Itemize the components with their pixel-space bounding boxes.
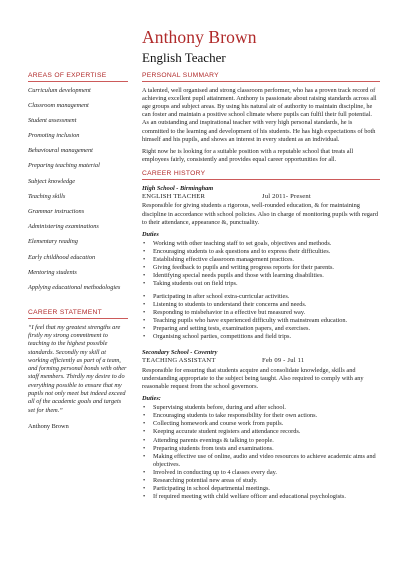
job-title-line — [142, 193, 380, 202]
job-entry — [142, 185, 380, 341]
expertise-item: Applying educational methodologies — [28, 283, 121, 291]
job-entry — [142, 349, 380, 501]
job-description: Responsible for ensuring that students acquire and consolidate knowledge, skills and understanding appropriate to the subject being taught. Also required to comply with any reasonable request from the school governors. — [142, 366, 364, 390]
job-title: ENGLISH TEACHER — [142, 192, 206, 200]
duty-item: • Taking students out on field trips. — [142, 280, 380, 288]
expertise-item: Student assessment — [28, 116, 77, 124]
duty-item: • Researching potential new areas of study. — [142, 477, 380, 485]
duty-item: • Participating in after school extra-curricular activities. — [142, 293, 380, 301]
expertise-item: Teaching skills — [28, 192, 66, 200]
candidate-name: Anthony Brown — [142, 27, 257, 47]
expertise-item: Preparing teaching material — [28, 162, 100, 170]
duty-item: • Responding to misbehavior in a effective but measured way. — [142, 309, 380, 317]
duty-item: • Making effective use of online, audio and video resources to achieve academic aims and objectives. — [142, 453, 380, 469]
duty-item: • Teaching pupils who have experienced difficulty with mainstream education. — [142, 317, 380, 325]
duty-item: • Attending parents evenings & talking to people. — [142, 437, 380, 445]
duty-item: • Working with other teaching staff to set goals, objectives and methods. — [142, 240, 380, 248]
left-column — [28, 72, 128, 430]
duty-item: • Involved in conducting up to 4 classes every day. — [142, 469, 380, 477]
summary-heading: PERSONAL SUMMARY — [142, 72, 380, 82]
job-employer: High School - Birmingham — [142, 184, 214, 192]
duty-item: • Establishing effective classroom management practices. — [142, 256, 380, 264]
expertise-item: Early childhood education — [28, 253, 96, 261]
duties-label: Duties — [142, 230, 159, 238]
duties-label: Duties: — [142, 395, 161, 403]
duty-item: • Encouraging students to ask questions and to express their difficulties. — [142, 248, 380, 256]
job-title-line — [142, 357, 380, 366]
job-dates: Jul 2011- Present — [262, 192, 311, 200]
duty-item: • Giving feedback to pupils and writing progress reports for their parents. — [142, 264, 380, 272]
job-title: TEACHING ASSISTANT — [142, 357, 216, 365]
expertise-list — [28, 87, 128, 292]
career-history-heading: CAREER HISTORY — [142, 170, 380, 180]
job-employer: Secondary School - Coventry — [142, 349, 218, 357]
candidate-role: English Teacher — [142, 50, 226, 65]
expertise-item: Administering examinations — [28, 223, 99, 231]
summary-paragraph-1: A talented, well organised and strong classroom performer, who has a proven track record of achieving excellent pupil attainment. Anthony is passionate about raising standards across all age groups and subject areas. By using his natural air of authority to maintain discipline, he can foster and maintain a positive school climate where pupils can fulfil their full potential. As an outstanding and inspirational teacher with very high personal standards, he is committed to the learning and development of his students. He has high expectations of both himself and his pupils, and shows an interest in every student as an individual. — [142, 86, 377, 143]
expertise-item: Curriculum development — [28, 86, 91, 94]
expertise-item: Behavioural management — [28, 147, 93, 155]
duty-item: • If required meeting with child welfare officer and educational psychologists. — [142, 493, 380, 501]
duty-item: • Supervising students before, during and after school. — [142, 404, 380, 412]
signature: Anthony Brown — [28, 422, 69, 430]
expertise-item: Mentoring students — [28, 268, 77, 276]
duty-item: • Preparing and setting tests, examination papers, and exercises. — [142, 325, 380, 333]
career-statement: “I feel that my greatest strengths are firstly my strong commitment to teaching to the highest possible standards. Secondly my skill at working efficiently as part of a team, and forming personal bonds with other staff members. Thirdly my desire to do everything possible to ensure that my pupils not only meet but indeed exceed all of the academic goals and targets set for them.” — [28, 323, 127, 414]
summary-paragraph-2: Right now he is looking for a suitable position with a reputable school that treats all employees fairly, consistently and provides equal career opportunities for all. — [142, 147, 354, 164]
duty-item: • Participating in school departmental meetings. — [142, 485, 380, 493]
right-column — [142, 72, 380, 501]
duty-item: • Preparing students from tests and examinations. — [142, 445, 380, 453]
expertise-item: Promoting inclusion — [28, 132, 80, 140]
duty-item: • Listening to students to understand their concerns and needs. — [142, 301, 380, 309]
duty-item: • Collecting homework and course work from pupils. — [142, 420, 380, 428]
duties-list — [142, 404, 380, 501]
job-description: Responsible for giving students a rigorous, well-rounded education, & for maintaining discipline in accordance with school policies. Also in charge of monitoring pupils with regard to their attendance, appearance &, punctuality. — [142, 202, 378, 226]
career-statement-heading: CAREER STATEMENT — [28, 309, 128, 319]
expertise-item: Elementary reading — [28, 238, 78, 246]
expertise-heading: AREAS OF EXPERTISE — [28, 72, 128, 82]
duty-item: • Keeping accurate student registers and attendance records. — [142, 428, 380, 436]
duties-list — [142, 293, 380, 342]
duty-item: • Organising school parties, competitions and field trips. — [142, 333, 380, 341]
duties-list — [142, 240, 380, 289]
job-dates: Feb 09 - Jul 11 — [262, 357, 305, 365]
expertise-item: Grammar instructions — [28, 208, 85, 215]
expertise-item: Classroom management — [28, 101, 89, 109]
duty-item: • Identifying special needs pupils and those with learning disabilities. — [142, 272, 380, 280]
expertise-item: Subject knowledge — [28, 177, 76, 185]
job-list — [142, 185, 380, 501]
duty-item: • Encouraging students to take responsibility for their own actions. — [142, 412, 380, 420]
